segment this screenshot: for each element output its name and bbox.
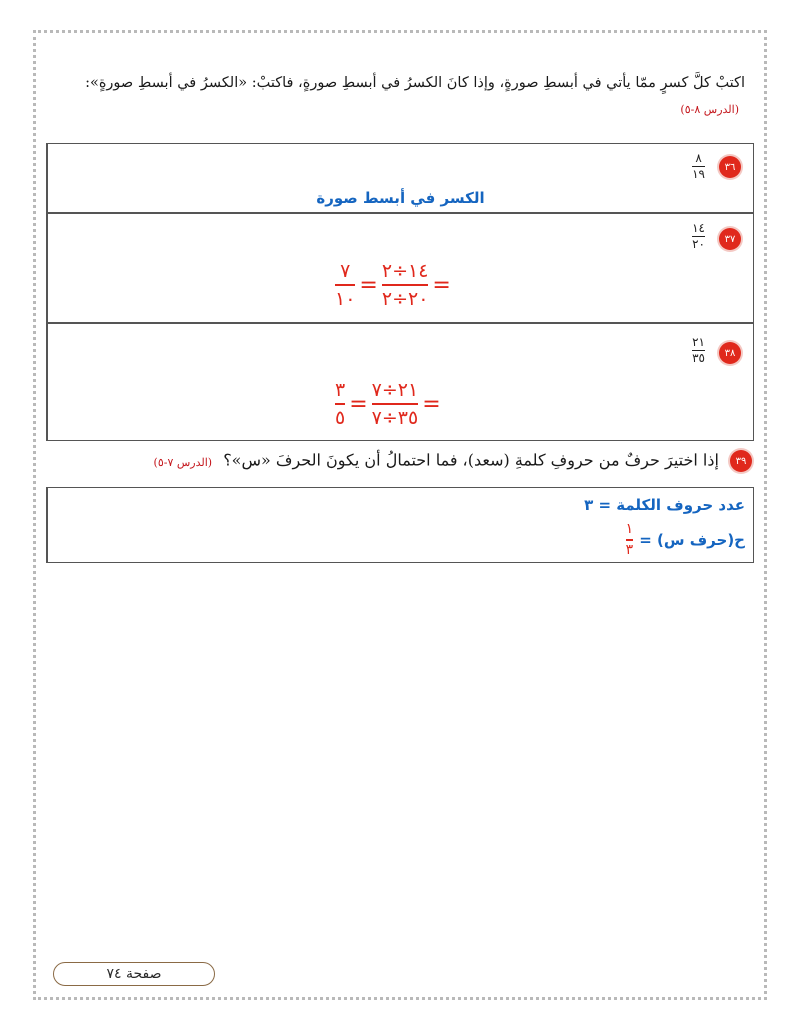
answer-box-38	[46, 323, 754, 441]
answer-box-37	[46, 213, 754, 323]
probability-denominator: ٣	[625, 542, 634, 558]
result-fraction	[335, 379, 345, 429]
step-numerator: ١٤÷٢	[381, 260, 429, 282]
answer-line-1: عدد حروف الكلمة = ٣	[584, 496, 745, 514]
lesson-ref: (الدرس ٨-٥)	[680, 103, 739, 116]
equals-sign: =	[349, 391, 368, 417]
equals-sign: =	[359, 272, 378, 298]
answer-line-2	[626, 522, 745, 558]
question-badge-38: ٣٨	[719, 342, 741, 364]
question-39-text: إذا اختيرَ حرفٌ من حروفِ كلمةِ (سعد)، فما احتمالُ أن يكونَ الحرفَ «س»؟	[223, 450, 719, 470]
result-denominator: ١٠	[335, 288, 356, 310]
question-badge-36: ٣٦	[719, 156, 741, 178]
step-numerator: ٢١÷٧	[371, 379, 419, 401]
result-bar	[335, 403, 345, 405]
question-fraction-37	[692, 222, 705, 251]
equals-sign: =	[422, 391, 441, 417]
page-number-label: صفحة ٧٤	[53, 962, 215, 986]
instruction-text: اكتبْ كلَّ كسرٍ ممّا يأتي في أبسطِ صورةٍ، وإذا كانَ الكسرُ في أبسطِ صورةٍ، فاكتبْ: «الكسرُ في أبسطِ صورةٍ»:	[85, 75, 745, 91]
result-numerator: ٣	[335, 379, 346, 401]
fraction-denominator: ١٩	[692, 167, 705, 181]
step-bar	[372, 403, 419, 405]
fraction-numerator: ١٤	[692, 221, 705, 235]
equals-sign: =	[432, 272, 451, 298]
result-bar	[335, 284, 355, 286]
fraction-denominator: ٣٥	[692, 351, 705, 365]
step-denominator: ٣٥÷٧	[371, 407, 419, 429]
solution-equation-38	[335, 379, 445, 429]
question-39	[60, 450, 752, 472]
probability-label: ح(حرف س) =	[639, 531, 745, 549]
result-numerator: ٧	[340, 260, 351, 282]
result-denominator: ٥	[335, 407, 346, 429]
step-denominator: ٢٠÷٢	[381, 288, 429, 310]
solution-equation-37	[335, 260, 455, 310]
probability-bar	[626, 539, 634, 541]
fraction-numerator: ٢١	[692, 335, 705, 349]
answer-box-39	[46, 487, 754, 563]
question-fraction-38	[692, 336, 705, 365]
step-bar	[382, 284, 429, 286]
probability-numerator: ١	[625, 521, 634, 537]
answer-text-36: الكسر في أبسط صورة	[316, 189, 485, 207]
instruction	[60, 70, 745, 123]
result-fraction	[335, 260, 355, 310]
fraction-denominator: ٢٠	[692, 237, 705, 251]
answer-box-36	[46, 143, 754, 213]
step-fraction	[382, 260, 429, 310]
lesson-ref-39: (الدرس ٧-٥)	[153, 455, 213, 469]
question-badge-39: ٣٩	[730, 450, 752, 472]
question-fraction-36	[692, 152, 705, 181]
fraction-numerator: ٨	[695, 151, 702, 165]
probability-fraction	[626, 522, 634, 558]
question-badge-37: ٣٧	[719, 228, 741, 250]
step-fraction	[372, 379, 419, 429]
